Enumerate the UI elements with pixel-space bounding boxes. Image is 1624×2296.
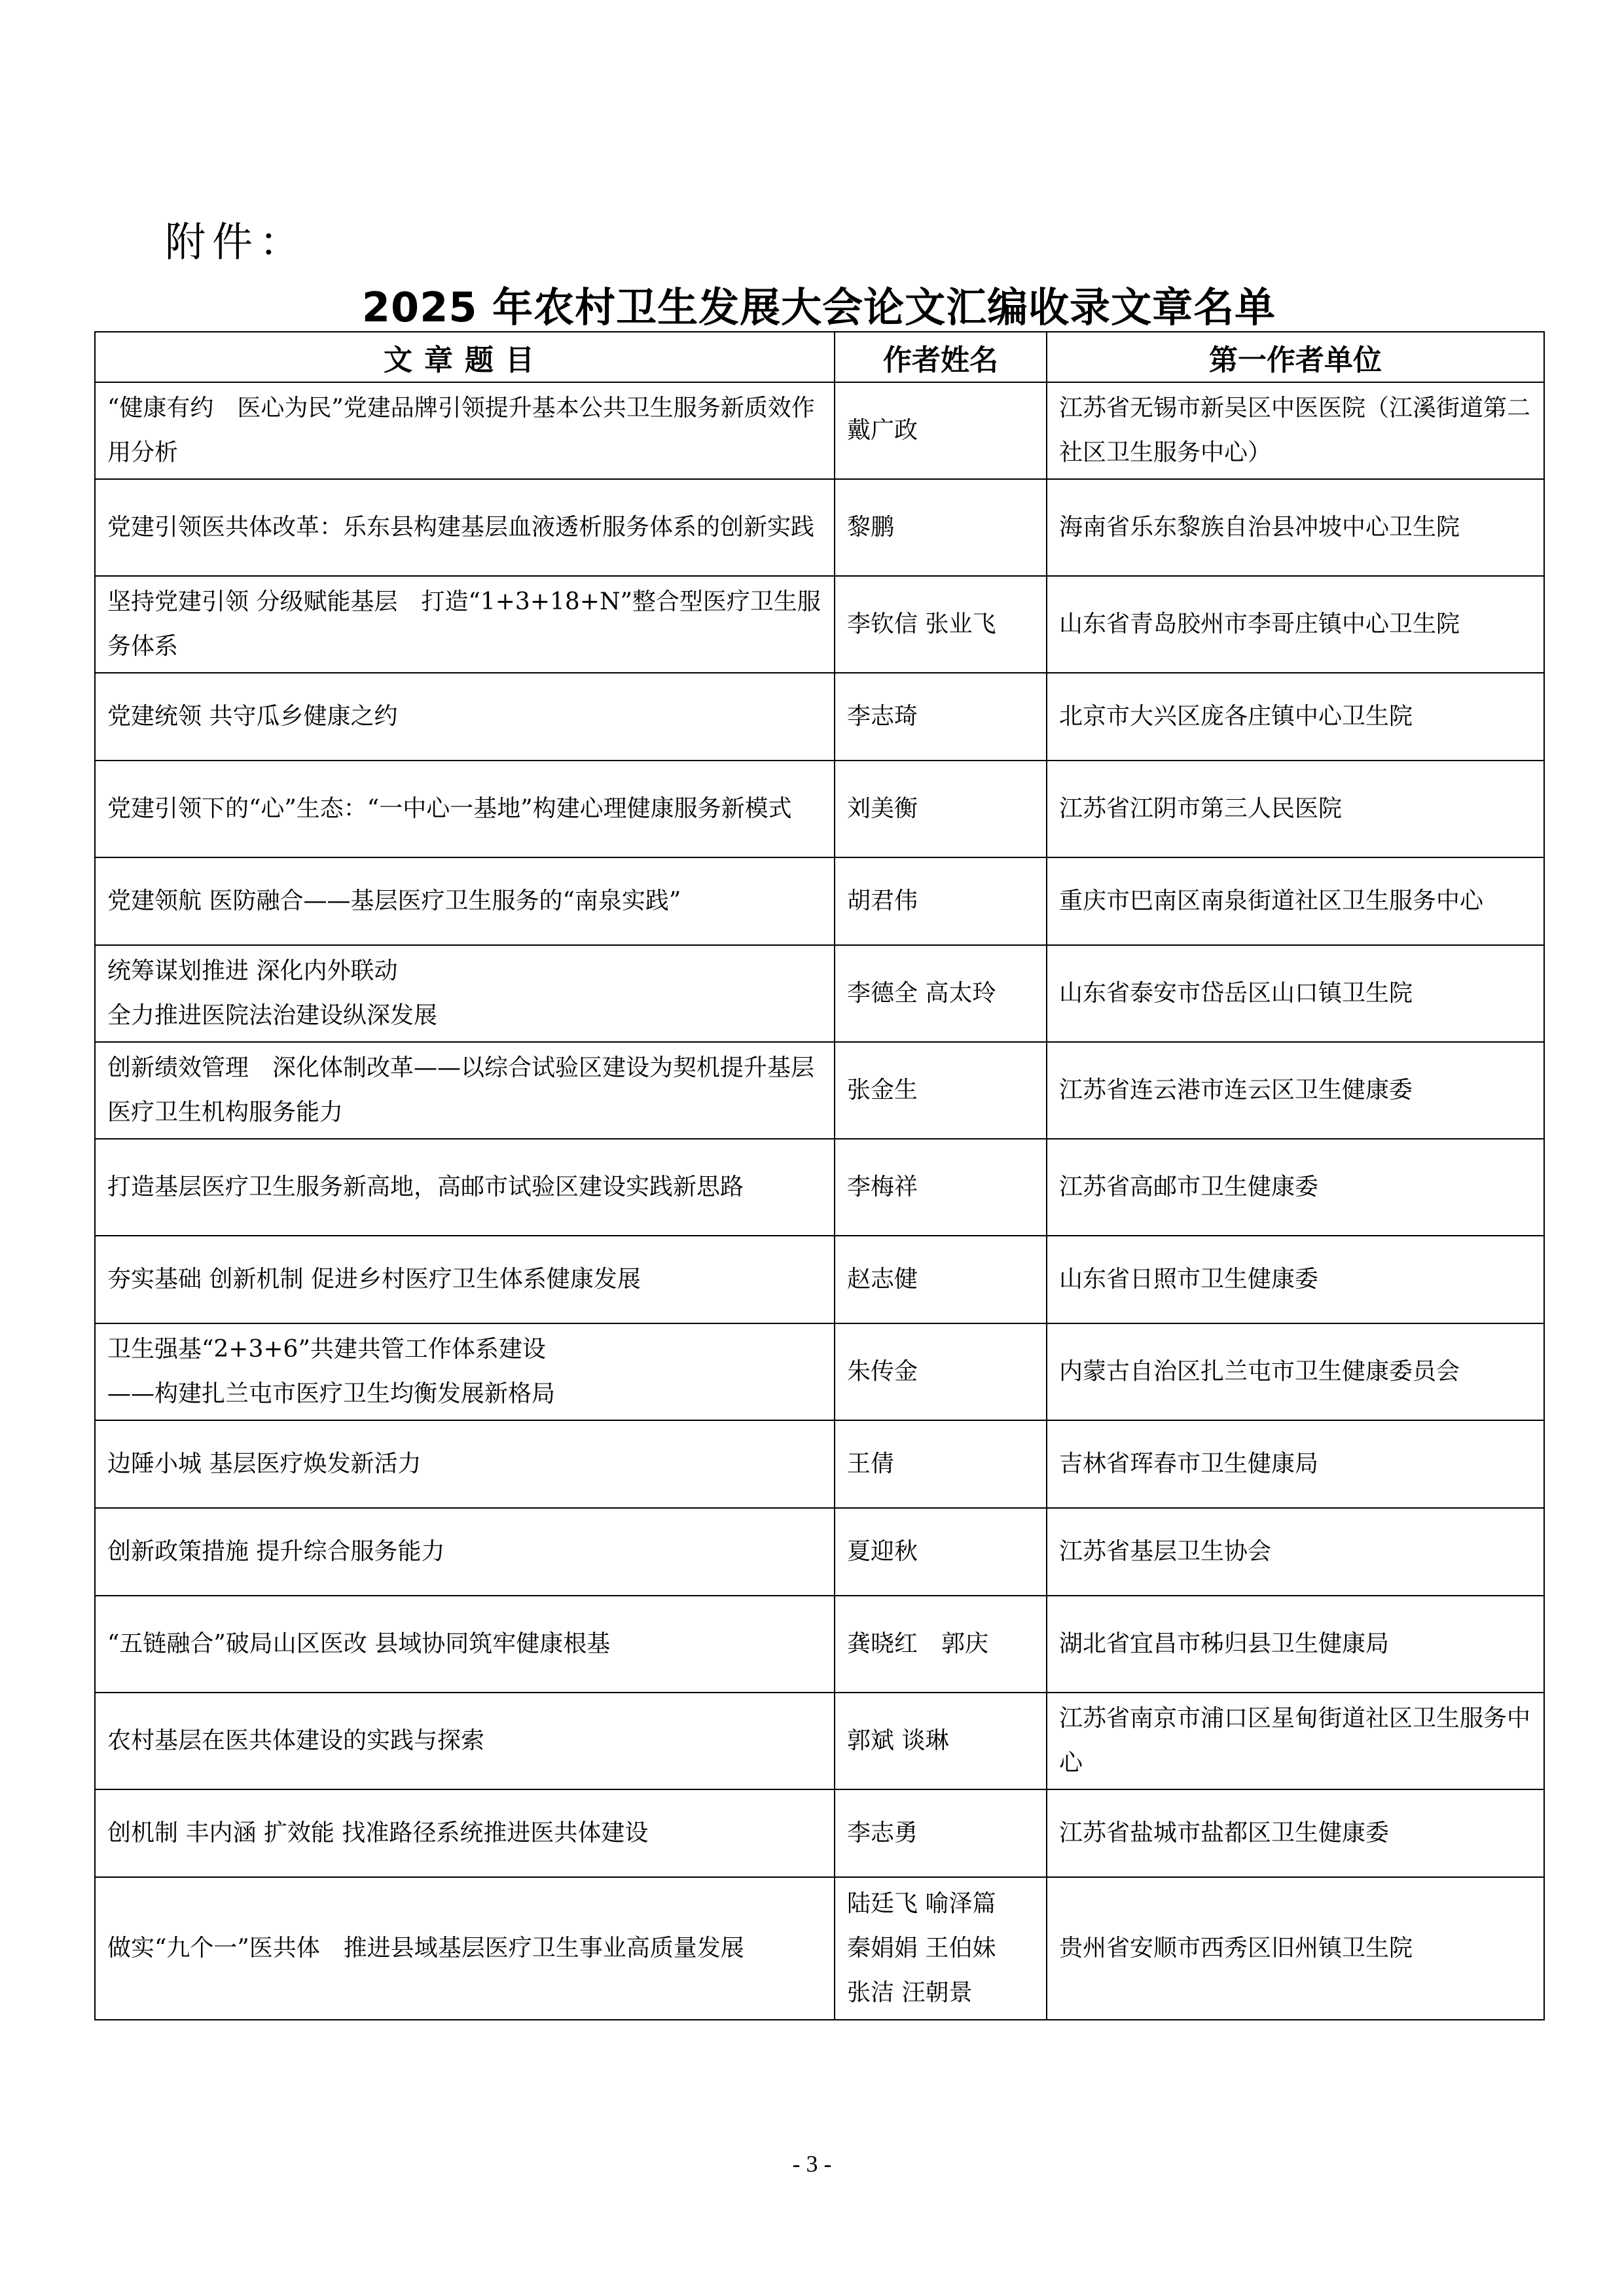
first-author-unit-text: 江苏省盐城市盐都区卫生健康委 [1059,1820,1390,1846]
table-row [95,673,1544,761]
first-author-unit-text: 江苏省江阴市第三人民医院 [1059,795,1343,822]
first-author-unit-cell [1047,479,1544,576]
article-title-text: 农村基层在医共体建设的实践与探索 [107,1727,485,1754]
first-author-unit-text: 北京市大兴区庞各庄镇中心卫生院 [1059,703,1413,730]
first-author-unit-text: 江苏省高邮市卫生健康委 [1059,1174,1319,1200]
article-title-cell [95,1877,835,2020]
article-title-cell [95,857,835,945]
first-author-unit-text: 江苏省基层卫生协会 [1059,1538,1272,1565]
article-title-text: 夯实基础 创新机制 促进乡村医疗卫生体系健康发展 [107,1266,641,1293]
author-names-text: 李德全 高太玲 [847,980,996,1007]
attachment-label: 附件： [165,218,307,266]
author-names-cell [835,1323,1047,1420]
first-author-unit-text: 湖北省宜昌市秭归县卫生健康局 [1059,1630,1390,1657]
author-names-text: 朱传金 [847,1358,918,1385]
table-row [95,1693,1544,1789]
article-title-cell [95,1508,835,1596]
article-title-cell [95,382,835,479]
first-author-unit-text: 吉林省珲春市卫生健康局 [1059,1450,1319,1477]
article-title-text: 做实“九个一”医共体 推进县域基层医疗卫生事业高质量发展 [107,1935,744,1962]
first-author-unit-cell [1047,857,1544,945]
article-title-cell [95,1139,835,1236]
author-names-text: 张金生 [847,1077,918,1103]
table-row [95,1420,1544,1508]
article-title-cell [95,1789,835,1877]
article-title-text: 边陲小城 基层医疗焕发新活力 [107,1450,422,1477]
first-author-unit-cell [1047,673,1544,761]
first-author-unit-cell [1047,1789,1544,1877]
table-row [95,761,1544,857]
author-names-cell [835,382,1047,479]
article-title-text: 统筹谋划推进 深化内外联动 [107,958,398,984]
first-author-unit-text: 山东省泰安市岱岳区山口镇卫生院 [1059,980,1413,1007]
author-names-text: 张洁 汪朝景 [847,1979,973,2006]
article-title-cell [95,945,835,1042]
first-author-unit-text: 山东省青岛胶州市李哥庄镇中心卫生院 [1059,611,1460,637]
table-row [95,1323,1544,1420]
author-names-text: 李梅祥 [847,1174,918,1200]
article-title-text: 创机制 丰内涵 扩效能 找准路径系统推进医共体建设 [107,1820,649,1846]
first-author-unit-cell [1047,1877,1544,2020]
author-names-text: 龚晓红 郭庆 [847,1630,989,1657]
article-title-text: “五链融合”破局山区医改 县域协同筑牢健康根基 [107,1630,611,1657]
first-author-unit-cell [1047,1236,1544,1323]
author-names-text: 郭斌 谈琳 [847,1727,949,1754]
header-author-name: 作者姓名 [835,332,1047,382]
table-row [95,1508,1544,1596]
first-author-unit-cell [1047,761,1544,857]
author-names-text: 戴广政 [847,417,918,444]
author-names-text: 夏迎秋 [847,1538,918,1565]
article-title-text: “健康有约 医心为民”党建品牌引领提升基本公共卫生服务新质效作用分析 [107,395,815,466]
article-title-text: 党建统领 共守瓜乡健康之约 [107,703,398,730]
article-title-text: 党建领航 医防融合——基层医疗卫生服务的“南泉实践” [107,888,681,914]
article-title-cell [95,1693,835,1789]
author-names-cell [835,1139,1047,1236]
table-row [95,1139,1544,1236]
author-names-cell [835,761,1047,857]
author-names-text: 胡君伟 [847,888,918,914]
first-author-unit-cell [1047,1139,1544,1236]
article-title-text: 全力推进医院法治建设纵深发展 [107,1002,438,1029]
first-author-unit-text: 重庆市巴南区南泉街道社区卫生服务中心 [1059,888,1484,914]
article-title-text: 创新政策措施 提升综合服务能力 [107,1538,445,1565]
author-names-cell [835,1508,1047,1596]
table-row [95,945,1544,1042]
author-names-text: 李钦信 张业飞 [847,611,996,637]
page-number: - 3 - [792,2151,832,2177]
author-names-cell [835,673,1047,761]
first-author-unit-cell [1047,1420,1544,1508]
author-names-text: 李志琦 [847,703,918,730]
article-title-cell [95,1323,835,1420]
first-author-unit-text: 江苏省无锡市新吴区中医医院（江溪街道第二社区卫生服务中心） [1059,395,1531,466]
author-names-cell [835,479,1047,576]
author-names-cell [835,945,1047,1042]
table-header-row [95,332,1544,382]
header-first-author-unit: 第一作者单位 [1047,332,1544,382]
first-author-unit-cell [1047,382,1544,479]
author-names-text: 秦娟娟 王伯妹 [847,1935,996,1962]
table-row [95,382,1544,479]
author-names-cell [835,1693,1047,1789]
article-title-text: 卫生强基“2+3+6”共建共管工作体系建设 [107,1336,546,1363]
table-row [95,857,1544,945]
first-author-unit-cell [1047,1693,1544,1789]
first-author-unit-cell [1047,1596,1544,1693]
article-title-text: 创新绩效管理 深化体制改革——以综合试验区建设为契机提升基层医疗卫生机构服务能力 [107,1054,815,1126]
table-row [95,1596,1544,1693]
author-names-text: 王倩 [847,1450,895,1477]
article-title-cell [95,1042,835,1139]
author-names-cell [835,576,1047,673]
article-title-cell [95,673,835,761]
table-row [95,1236,1544,1323]
article-title-text: 党建引领下的“心”生态：“一中心一基地”构建心理健康服务新模式 [107,795,792,822]
first-author-unit-text: 贵州省安顺市西秀区旧州镇卫生院 [1059,1935,1413,1962]
table-row [95,479,1544,576]
author-names-cell [835,1596,1047,1693]
table-row [95,1042,1544,1139]
author-names-text: 陆廷飞 喻泽篇 [847,1890,996,1917]
table-row [95,1877,1544,2020]
article-title-cell [95,479,835,576]
first-author-unit-cell [1047,1042,1544,1139]
author-names-text: 李志勇 [847,1820,918,1846]
first-author-unit-cell [1047,945,1544,1042]
first-author-unit-text: 内蒙古自治区扎兰屯市卫生健康委员会 [1059,1358,1460,1385]
article-title-text: 党建引领医共体改革：乐东县构建基层血液透析服务体系的创新实践 [107,514,815,541]
header-article-title: 文章题目 [95,332,835,382]
author-names-text: 黎鹏 [847,514,895,541]
first-author-unit-text: 江苏省南京市浦口区星甸街道社区卫生服务中心 [1059,1705,1531,1776]
article-title-cell [95,1420,835,1508]
article-title-cell [95,1596,835,1693]
article-title-text: 坚持党建引领 分级赋能基层 打造“1+3+18+N”整合型医疗卫生服务体系 [107,588,821,660]
first-author-unit-cell [1047,1323,1544,1420]
document-title: 2025 年农村卫生发展大会论文汇编收录文章名单 [361,283,1276,331]
author-names-text: 刘美衡 [847,795,918,822]
article-title-cell [95,1236,835,1323]
table-row [95,576,1544,673]
first-author-unit-text: 海南省乐东黎族自治县冲坡中心卫生院 [1059,514,1460,541]
first-author-unit-cell [1047,576,1544,673]
first-author-unit-text: 山东省日照市卫生健康委 [1059,1266,1319,1293]
author-names-cell [835,857,1047,945]
first-author-unit-text: 江苏省连云港市连云区卫生健康委 [1059,1077,1413,1103]
author-names-cell [835,1236,1047,1323]
table-row [95,1789,1544,1877]
article-title-cell [95,576,835,673]
article-title-text: ——构建扎兰屯市医疗卫生均衡发展新格局 [107,1380,556,1407]
first-author-unit-cell [1047,1508,1544,1596]
author-names-cell [835,1877,1047,2020]
author-names-cell [835,1789,1047,1877]
author-names-cell [835,1420,1047,1508]
article-title-text: 打造基层医疗卫生服务新高地，高邮市试验区建设实践新思路 [107,1174,744,1200]
paper-list-table [94,331,1545,2020]
author-names-cell [835,1042,1047,1139]
article-title-cell [95,761,835,857]
author-names-text: 赵志健 [847,1266,918,1293]
